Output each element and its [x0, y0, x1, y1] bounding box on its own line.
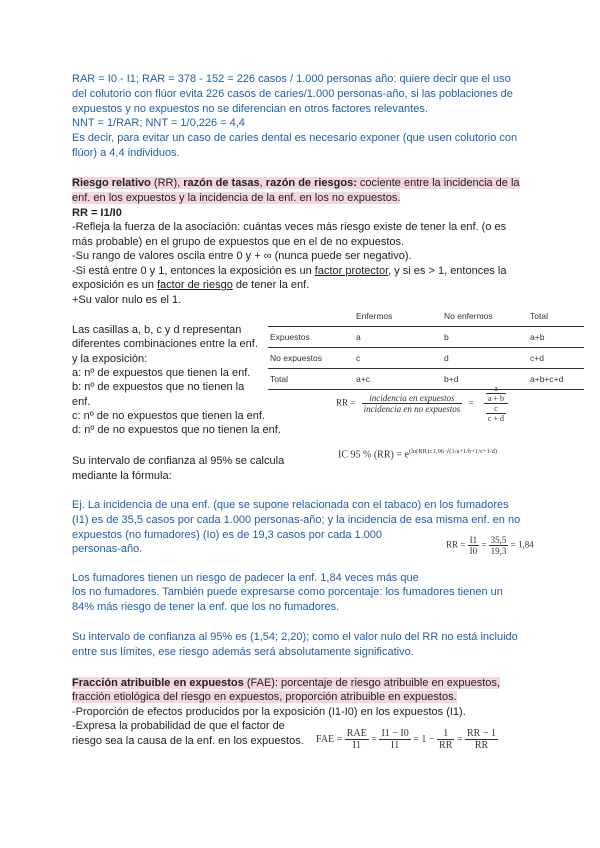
cells-line-3: y la exposición: — [72, 353, 148, 365]
intro-line-4: NNT = 1/RAR; NNT = 1/0,226 = 4,4 — [72, 117, 245, 129]
intro-line-1: RAR = I0 - I1; RAR = 378 - 152 = 226 casos / 1.000 personas año: quiere decir que el uso — [72, 73, 511, 85]
fae-para-3: riesgo sea la causa de la enf. en los expuestos. — [72, 735, 304, 747]
ci-formula: IC 95 % $(RR) = e^{(ln(RR)\pm 1,96 √(1/a+1/b+1/c+1/d)}$ — [338, 448, 498, 461]
table-row — [268, 327, 584, 348]
table-cell: d — [442, 348, 528, 369]
fae-formula: FAE = $\frac{\text{RAE}}{I1}$ = $\frac{I1 - I0}{I1}$ = 1 − $\frac{1}{RR}$ = $\frac{RR - 1}{RR}$ — [316, 728, 496, 751]
example-rr-formula: RR = $\frac{I1}{I0}$ = $\frac{35,5}{19,3}$ = 1,84 — [446, 535, 534, 556]
cells-line-5: b: nº de expuestos que no tienen la — [72, 381, 245, 393]
rr-term: Riesgo relativo — [72, 177, 151, 189]
intro-line-5: Es decir, para evitar un caso de caries dental es necesario exponer (que usen colutorio con — [72, 132, 518, 144]
factor-de-riesgo: factor de riesgo — [157, 279, 233, 291]
intro-line-2: del colutorio con flúor evita 226 casos de caries/1.000 personas-año, si las poblaciones de — [72, 88, 513, 100]
result-line-1: Los fumadores tienen un riesgo de padecer la enf. 1,84 veces más que — [72, 572, 419, 584]
rr-para-6: +Su valor nulo es el 1. — [72, 294, 182, 306]
result-line-2: los no fumadores. También puede expresarse como porcentaje: los fumadores tienen un — [72, 586, 503, 598]
ci-example-line-2: entre sus límites, ese riesgo además será absolutamente significativo. — [72, 646, 414, 658]
table-cell: No expuestos — [268, 348, 354, 369]
table-cell: a — [354, 327, 442, 348]
fae-heading: Fracción atribuible en expuestos (FAE): porcentaje de riesgo atribuible en expuestos, — [72, 677, 500, 689]
table-cell: b — [442, 327, 528, 348]
table-cell: c — [354, 348, 442, 369]
fae-term: Fracción atribuible en expuestos — [72, 677, 244, 689]
cells-line-4: a: nº de expuestos que tienen la enf. — [72, 367, 251, 379]
rr-abbr: (RR), — [150, 177, 184, 189]
rr-formula: RR = I1/I0 — [72, 207, 122, 219]
rr-para-5: exposición es un factor de riesgo de tener la enf. — [72, 279, 310, 291]
table-cell: Total — [268, 369, 354, 390]
example-line-4: personas-año. — [72, 543, 143, 555]
example-line-2: (I1) es de 35,5 casos por cada 1.000 personas-año; y la incidencia de esa misma enf. en no — [72, 514, 521, 526]
rr-para-2: más probable) en el grupo de expuestos que en el de no expuestos. — [72, 236, 405, 248]
table-cell: a+b+c+d — [528, 369, 584, 390]
cells-line-7: c: nº de no expuestos que tienen la enf. — [72, 410, 265, 422]
table-cell: a+c — [354, 369, 442, 390]
example-line-1: Ej. La incidencia de una enf. (que se supone relacionada con el tabaco) en los fumadores — [72, 499, 509, 511]
rr-para-4: -Si está entre 0 y 1, entonces la exposición es un factor protector, y si es > 1, entonces la — [72, 265, 507, 277]
cells-line-6: enf. — [72, 396, 91, 408]
fae-def-line-2: fracción etiológica del riesgo en expuestos, proporción atribuible en expuestos. — [72, 691, 457, 703]
contingency-table — [268, 306, 584, 390]
rr-syn1: razón de tasas — [183, 177, 260, 189]
example-line-3: expuestos (no fumadores) (Io) es de 19,3 casos por cada 1.000 — [72, 529, 383, 541]
intro-line-6: flúor) a 4,4 individuos. — [72, 147, 180, 159]
table-cell: c+d — [528, 348, 584, 369]
intro-line-3: expuestos y no expuestos no se diferencian en otros factores relevantes. — [72, 103, 428, 115]
rr-para-3: -Su rango de valores oscila entre 0 y + ∞ (nunca puede ser negativo). — [72, 250, 412, 262]
ci-example-line-1: Su intervalo de confianza al 95% es (1,54; 2,20); como el valor nulo del RR no está incluido — [72, 631, 518, 643]
rr-syn2: razón de riesgos: — [265, 177, 357, 189]
cells-line-1: Las casillas a, b, c y d representan — [72, 324, 242, 336]
rr-para-1: -Refleja la fuerza de la asociación: cuántas veces más riesgo existe de tener la enf. (o es — [72, 221, 507, 233]
table-row — [268, 348, 584, 369]
cells-line-2: diferentes combinaciones entre la enf. — [72, 338, 258, 350]
table-cell — [268, 306, 354, 327]
rr-heading — [72, 176, 520, 190]
table-cell: No enfermos — [444, 311, 493, 321]
rr-def-line-2: enf. en los expuestos y la incidencia de la enf. en los no expuestos. — [72, 192, 401, 204]
rr-def1: cociente entre la incidencia de la — [356, 177, 520, 189]
rr-incidence-formula: RR = $\frac{\text{incidencia en expuestos}}{\text{incidencia en no expuestos}}$ = $\frac{\frac{a}{a + b}}{\frac{c}{c + d}}$ — [336, 384, 508, 423]
fae-para-1: -Proporción de efectos producidos por la exposición (I1-I0) en los expuestos (I1). — [72, 706, 466, 718]
cells-line-8: d: nº de no expuestos que no tienen la enf. — [72, 424, 281, 436]
fae-para-2: -Expresa la probabilidad de que el factor de — [72, 720, 285, 732]
result-line-3: 84% más riesgo de tener la enf. que los no fumadores. — [72, 601, 340, 613]
table-cell: Expuestos — [268, 327, 354, 348]
rr-sep: , — [259, 177, 266, 189]
table-cell: b+d — [442, 369, 528, 390]
table-cell: a+b — [528, 327, 584, 348]
table-cell: Total — [530, 311, 548, 321]
table-header-row — [268, 306, 584, 327]
ci-line-2: mediante la fórmula: — [72, 470, 172, 482]
table-cell: Enfermos — [356, 311, 393, 321]
ci-line-1: Su intervalo de confianza al 95% se calcula — [72, 455, 285, 467]
factor-protector: factor protector — [314, 265, 389, 277]
